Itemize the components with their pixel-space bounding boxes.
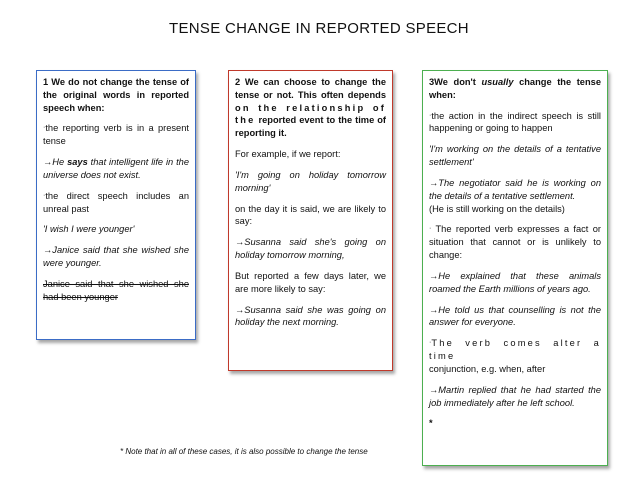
arrow-icon: → [235,304,245,315]
box2-para-3: But reported a few days later, we are more likely to say: [235,270,386,294]
box1-bullet-2: ·the direct speech includes an unreal past [43,190,189,214]
box1-bullet-1: ·the reporting verb is in a present tense [43,123,189,147]
arrow-icon: → [429,177,439,188]
box3-heading: 3We don't usually change the tense when: [429,77,602,100]
box2-example-2: →Susanna said she was going on holiday the next morning. [235,304,386,328]
arrow-icon: → [429,304,439,315]
box1-example-2: →Janice said that she wished she were younger. [43,245,189,269]
bullet-icon: · [429,225,432,233]
box3-quote: 'I'm working on the details of a tentative settlement' [429,144,601,168]
box2-para-2: on the day it is said, we are likely to say: [235,203,386,227]
footnote: * Note that in all of these cases, it is also possible to change the tense [120,447,368,456]
box3-asterisk: * [429,418,433,429]
rule-box-1 [36,70,196,340]
box1-example-1: →He says that intelligent life in the universe does not exist. [43,157,190,180]
box1-heading: 1 We do not change the tense of the original words in reported speech when: [43,77,189,113]
box2-heading: 2 We can choose to change the tense or not. This often depends on the relationship of the reported event to the time of reporting it. [235,77,386,139]
page-title: TENSE CHANGE IN REPORTED SPEECH [169,20,469,37]
box3-example-3: →He told us that counselling is not the answer for everyone. [429,304,601,328]
box3-example-4: →Martin replied that he had started the job immediately after he left school. [429,384,601,408]
box2-example-1: →Susanna said she's going on holiday tomorrow morning, [235,237,386,261]
box1-quote: 'I wish I were younger' [43,224,135,235]
bullet-icon: · [43,191,46,199]
arrow-icon: → [43,157,53,168]
arrow-icon: → [429,384,439,395]
arrow-icon: → [235,237,245,248]
bullet-icon: · [43,124,46,132]
box1-struck-text: Janice said that she wished she had been younger [43,278,189,302]
rule-box-2 [228,70,393,371]
box3-example-1: →The negotiator said he is working on the details of a tentative settlement. (He is still working on the details) [429,177,601,214]
box3-bullet-3: ·The verb comes alter a time conjunction, e.g. when, after [429,338,601,374]
bullet-icon: · [429,339,432,347]
box2-para-1: For example, if we report: [235,149,341,160]
box3-bullet-1: ·the action in the indirect speech is still happening or going to happen [429,110,601,134]
rule-box-3 [422,70,608,466]
box2-quote: 'I'm going on holiday tomorrow morning' [235,169,386,193]
arrow-icon: → [43,245,53,256]
box3-example-2: →He explained that these animals roamed the Earth millions of years ago. [429,270,601,294]
bullet-icon: · [429,111,432,119]
arrow-icon: → [429,270,439,281]
box3-bullet-2: · The reported verb expresses a fact or situation that cannot or is unlikely to change: [429,224,601,261]
